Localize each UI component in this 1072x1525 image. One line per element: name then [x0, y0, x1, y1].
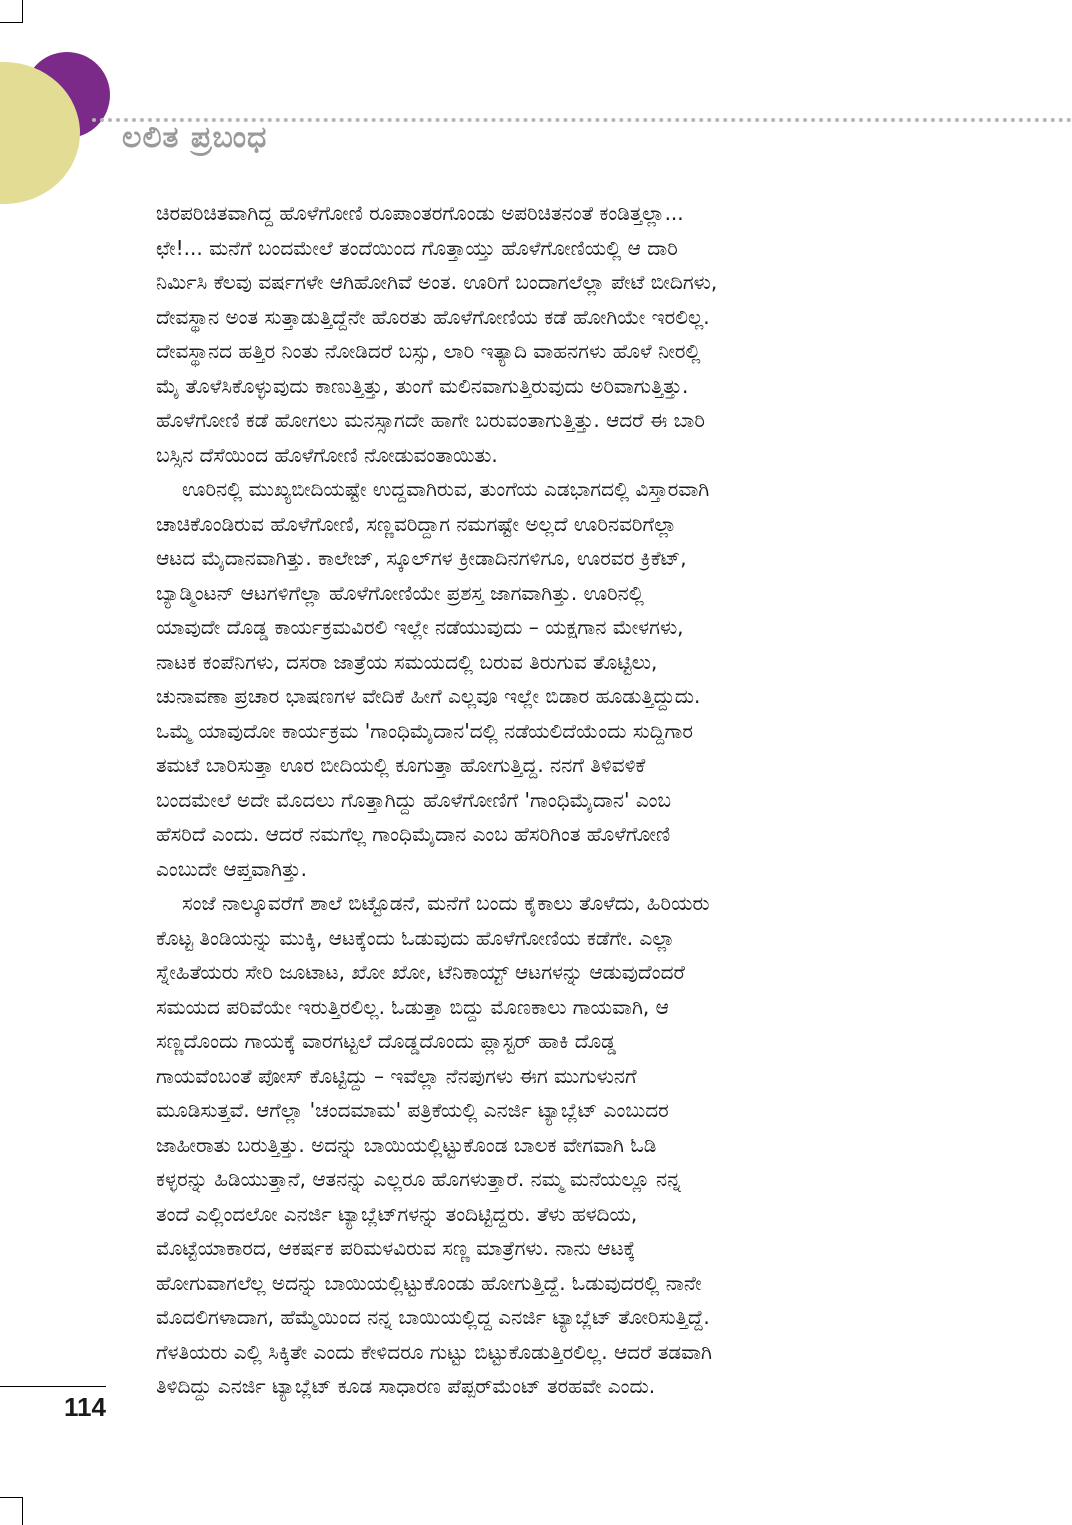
page-number: 114: [64, 1392, 106, 1422]
crop-mark-bottom-left-vertical: [22, 1498, 23, 1525]
text-line: ಯಾವುದೇ ದೊಡ್ಡ ಕಾರ್ಯಕ್ರಮವಿರಲಿ ಇಲ್ಲೇ ನಡೆಯುವುದು – ಯಕ್ಷಗಾನ ಮೇಳಗಳು,: [156, 615, 684, 639]
text-line: ಆಟದ ಮೈದಾನವಾಗಿತ್ತು. ಕಾಲೇಜ್, ಸ್ಕೂಲ್‌ಗಳ ಕ್ರೀಡಾದಿನಗಳಿಗೂ, ಊರವರ ಕ್ರಿಕೆಟ್,: [156, 546, 687, 570]
text-line: ಬ್ಯಾಡ್ಮಿಂಟನ್ ಆಟಗಳಿಗೆಲ್ಲಾ ಹೊಳೆಗೋಣಿಯೇ ಪ್ರಶಸ್ತ ಜಾಗವಾಗಿತ್ತು. ಊರಿನಲ್ಲಿ: [156, 580, 644, 605]
text-line: ಮೈ ತೊಳೆಸಿಕೊಳ್ಳುವುದು ಕಾಣುತ್ತಿತ್ತು, ತುಂಗೆ ಮಲಿನವಾಗುತ್ತಿರುವುದು ಅರಿವಾಗುತ್ತಿತ್ತು.: [156, 373, 689, 398]
text-line: ಮೊಟ್ಟೆಯಾಕಾರದ, ಆಕರ್ಷಕ ಪರಿಮಳವಿರುವ ಸಣ್ಣ ಮಾತ್ರೆಗಳು. ನಾನು ಆಟಕ್ಕೆ: [156, 1236, 636, 1260]
text-line: ಮೂಡಿಸುತ್ತವೆ. ಆಗೆಲ್ಲಾ 'ಚಂದಮಾಮ' ಪತ್ರಿಕೆಯಲ್ಲಿ ಎನರ್ಜಿ ಟ್ಯಾಬ್ಲೆಟ್ ಎಂಬುದರ: [156, 1098, 669, 1122]
text-line: ಜಾಹೀರಾತು ಬರುತ್ತಿತ್ತು. ಅದನ್ನು ಬಾಯಿಯಲ್ಲಿಟ್ಟುಕೊಂಡ ಬಾಲಕ ವೇಗವಾಗಿ ಓಡಿ: [156, 1132, 657, 1157]
crop-mark-top-left-horizontal: [0, 22, 23, 23]
text-line: ಹೆಸರಿದೆ ಎಂದು. ಆದರೆ ನಮಗೆಲ್ಲ ಗಾಂಧಿಮೈದಾನ ಎಂಬ ಹೆಸರಿಗಿಂತ ಹೊಳೆಗೋಣಿ: [156, 822, 671, 846]
text-line: ಸ್ನೇಹಿತೆಯರು ಸೇರಿ ಜೂಟಾಟ, ಖೋ ಖೋ, ಟೆನಿಕಾಯ್ಟ್ ಆಟಗಳನ್ನು ಆಡುವುದೆಂದರೆ: [156, 960, 685, 984]
text-line: ಛೇ!... ಮನೆಗೆ ಬಂದಮೇಲೆ ತಂದೆಯಿಂದ ಗೊತ್ತಾಯ್ತು ಹೊಳೆಗೋಣಿಯಲ್ಲಿ ಆ ದಾರಿ: [156, 235, 678, 260]
text-line: ಸಮಯದ ಪರಿವೆಯೇ ಇರುತ್ತಿರಲಿಲ್ಲ. ಓಡುತ್ತಾ ಬಿದ್ದು ಮೊಣಕಾಲು ಗಾಯವಾಗಿ, ಆ: [156, 994, 669, 1019]
text-line: ಸಂಜೆ ನಾಲ್ಕೂವರೆಗೆ ಶಾಲೆ ಬಿಟ್ಟೊಡನೆ, ಮನೆಗೆ ಬಂದು ಕೈಕಾಲು ತೊಳೆದು, ಹಿರಿಯರು: [182, 891, 710, 915]
text-line: ದೇವಸ್ಥಾನ ಅಂತ ಸುತ್ತಾಡುತ್ತಿದ್ದೆನೇ ಹೊರತು ಹೊಳೆಗೋಣಿಯ ಕಡೆ ಹೋಗಿಯೇ ಇರಲಿಲ್ಲ.: [156, 304, 710, 329]
text-line: ಗೆಳತಿಯರು ಎಲ್ಲಿ ಸಿಕ್ಕಿತೇ ಎಂದು ಕೇಳಿದರೂ ಗುಟ್ಟು ಬಿಟ್ಟುಕೊಡುತ್ತಿರಲಿಲ್ಲ. ಆದರೆ ತಡವಾಗಿ: [156, 1339, 712, 1364]
text-line: ಬಸ್ಸಿನ ದೆಸೆಯಿಂದ ಹೊಳೆಗೋಣಿ ನೋಡುವಂತಾಯಿತು.: [156, 442, 498, 467]
text-line: ನಿರ್ಮಿಸಿ ಕೆಲವು ವರ್ಷಗಳೇ ಆಗಿಹೋಗಿವೆ ಅಂತ. ಊರಿಗೆ ಬಂದಾಗಲೆಲ್ಲಾ ಪೇಟೆ ಬೀದಿಗಳು,: [156, 270, 718, 294]
text-line: ಒಮ್ಮೆ ಯಾವುದೋ ಕಾರ್ಯಕ್ರಮ 'ಗಾಂಧಿಮೈದಾನ'ದಲ್ಲಿ ನಡೆಯಲಿದೆಯೆಂದು ಸುದ್ದಿಗಾರ: [156, 718, 693, 743]
text-line: ಮೊದಲಿಗಳಾದಾಗ, ಹೆಮ್ಮೆಯಿಂದ ನನ್ನ ಬಾಯಿಯಲ್ಲಿದ್ದ ಎನರ್ಜಿ ಟ್ಯಾಬ್ಲೆಟ್ ತೋರಿಸುತ್ತಿದ್ದೆ.: [156, 1305, 710, 1329]
text-line: ಕೊಟ್ಟ ತಿಂಡಿಯನ್ನು ಮುಕ್ಕಿ, ಆಟಕ್ಕೆಂದು ಓಡುವುದು ಹೊಳೆಗೋಣಿಯ ಕಡೆಗೇ. ಎಲ್ಲಾ: [156, 925, 675, 950]
text-line: ನಾಟಕ ಕಂಪೆನಿಗಳು, ದಸರಾ ಜಾತ್ರೆಯ ಸಮಯದಲ್ಲಿ ಬರುವ ತಿರುಗುವ ತೊಟ್ಟಿಲು,: [156, 649, 658, 674]
text-line: ಹೊಳೆಗೋಣಿ ಕಡೆ ಹೋಗಲು ಮನಸ್ಸಾಗದೇ ಹಾಗೇ ಬರುವಂತಾಗುತ್ತಿತ್ತು. ಆದರೆ ಈ ಬಾರಿ: [156, 408, 705, 432]
paragraph-1: [156, 196, 904, 472]
paragraph-3: [156, 886, 904, 1404]
text-line: ಹೋಗುವಾಗಲೆಲ್ಲ ಅದನ್ನು ಬಾಯಿಯಲ್ಲಿಟ್ಟುಕೊಂಡು ಹೋಗುತ್ತಿದ್ದೆ. ಓಡುವುದರಲ್ಲಿ ನಾನೇ: [156, 1270, 702, 1295]
text-line: ಚಾಚಿಕೊಂಡಿರುವ ಹೊಳೆಗೋಣಿ, ಸಣ್ಣವರಿದ್ದಾಗ ನಮಗಷ್ಟೇ ಅಲ್ಲದೆ ಊರಿನವರಿಗೆಲ್ಲಾ: [156, 511, 677, 536]
text-line: ಎಂಬುದೇ ಆಪ್ತವಾಗಿತ್ತು.: [156, 856, 308, 881]
text-line: ಬಂದಮೇಲೆ ಅದೇ ಮೊದಲು ಗೊತ್ತಾಗಿದ್ದು ಹೊಳೆಗೋಣಿಗೆ 'ಗಾಂಧಿಮೈದಾನ' ಎಂಬ: [156, 787, 672, 812]
text-line: ಊರಿನಲ್ಲಿ ಮುಖ್ಯಬೀದಿಯಷ್ಟೇ ಉದ್ದವಾಗಿರುವ, ತುಂಗೆಯ ಎಡಭಾಗದಲ್ಲಿ ವಿಸ್ತಾರವಾಗಿ: [182, 477, 710, 501]
text-line: ತಿಳಿದಿದ್ದು ಎನರ್ಜಿ ಟ್ಯಾಬ್ಲೆಟ್ ಕೂಡ ಸಾಧಾರಣ ಪೆಪ್ಪರ್‌ಮೆಂಟ್ ತರಹವೇ ಎಂದು.: [156, 1374, 656, 1398]
text-line: ಚುನಾವಣಾ ಪ್ರಚಾರ ಭಾಷಣಗಳ ವೇದಿಕೆ ಹೀಗೆ ಎಲ್ಲವೂ ಇಲ್ಲೇ ಬಿಡಾರ ಹೂಡುತ್ತಿದ್ದುದು.: [156, 684, 701, 708]
paragraph-2: [156, 472, 904, 886]
text-line: ದೇವಸ್ಥಾನದ ಹತ್ತಿರ ನಿಂತು ನೋಡಿದರೆ ಬಸ್ಸು, ಲಾರಿ ಇತ್ಯಾದಿ ವಾಹನಗಳು ಹೊಳೆ ನೀರಲ್ಲಿ: [156, 339, 701, 363]
text-line: ತಮಟೆ ಬಾರಿಸುತ್ತಾ ಊರ ಬೀದಿಯಲ್ಲಿ ಕೂಗುತ್ತಾ ಹೋಗುತ್ತಿದ್ದ. ನನಗೆ ತಿಳಿವಳಿಕೆ: [156, 753, 646, 777]
text-line: ಕಳ್ಳರನ್ನು ಹಿಡಿಯುತ್ತಾನೆ, ಆತನನ್ನು ಎಲ್ಲರೂ ಹೊಗಳುತ್ತಾರೆ. ನಮ್ಮ ಮನೆಯಲ್ಲೂ ನನ್ನ: [156, 1167, 681, 1191]
text-line: ಸಣ್ಣದೊಂದು ಗಾಯಕ್ಕೆ ವಾರಗಟ್ಟಲೆ ದೊಡ್ಡದೊಂದು ಪ್ಲಾಸ್ಟರ್ ಹಾಕಿ ದೊಡ್ಡ: [156, 1029, 617, 1053]
crop-mark-bottom-left-horizontal: [0, 1497, 23, 1498]
text-line: ಚಿರಪರಿಚಿತವಾಗಿದ್ದ ಹೊಳೆಗೋಣಿ ರೂಪಾಂತರಗೊಂಡು ಅಪರಿಚಿತನಂತೆ ಕಂಡಿತ್ತಲ್ಲಾ...: [156, 201, 684, 225]
text-line: ತಂದೆ ಎಲ್ಲಿಂದಲೋ ಎನರ್ಜಿ ಟ್ಯಾಬ್ಲೆಟ್‌ಗಳನ್ನು ತಂದಿಟ್ಟಿದ್ದರು. ತೆಳು ಹಳದಿಯ,: [156, 1201, 638, 1226]
text-line: ಗಾಯವೆಂಬಂತೆ ಪೋಸ್ ಕೊಟ್ಟಿದ್ದು – ಇವೆಲ್ಲಾ ನೆನಪುಗಳು ಈಗ ಮುಗುಳುನಗೆ: [156, 1063, 637, 1088]
section-title: ಲಲಿತ ಪ್ರಬಂಧ: [122, 120, 268, 155]
crop-mark-top-left-vertical: [22, 0, 23, 22]
page-number-rule: [0, 1386, 106, 1387]
article-body: [156, 196, 904, 1404]
